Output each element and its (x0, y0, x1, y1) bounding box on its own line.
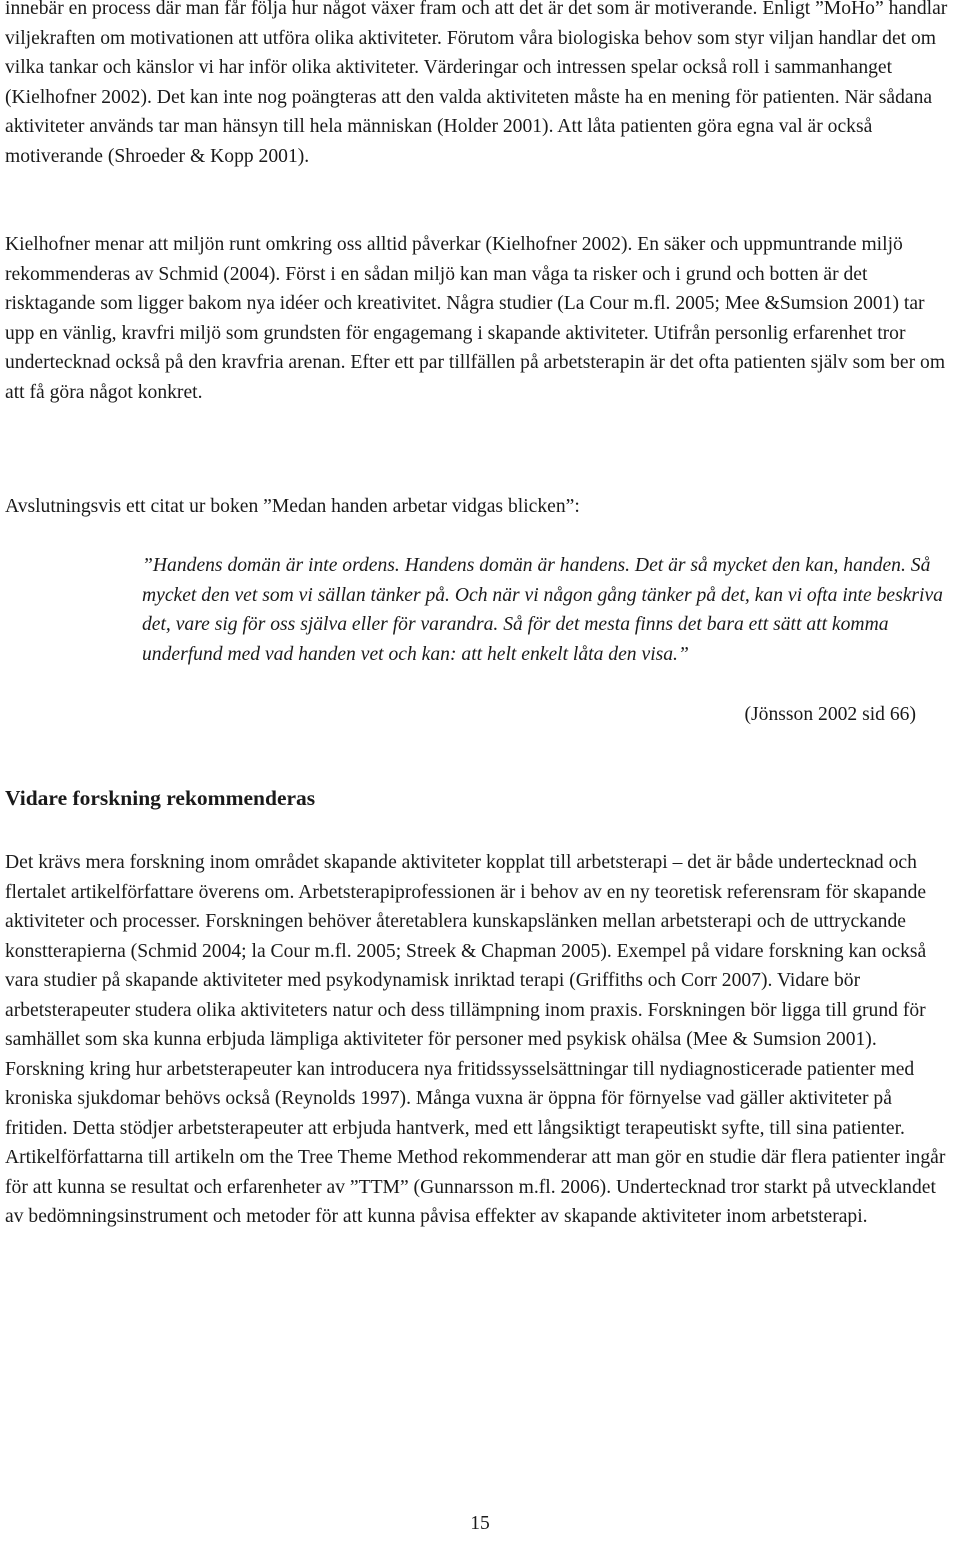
section-heading: Vidare forskning rekommenderas (5, 786, 316, 810)
block-quote: ”Handens domän är inte ordens. Handens domän är handens. Det är så mycket den kan, handen. Så mycket den vet som vi sällan tänker på. Och när vi någon gång tänker på det, kan vi ofta inte beskriva det, vare sig för oss själva eller för varandra. Så för det mesta finns det bara ett sätt att komma underfund med vad handen vet och kan: att helt enkelt låta den visa.” (142, 555, 943, 665)
page-number: 15 (470, 1513, 490, 1534)
paragraph-environment: Kielhofner menar att miljön runt omkring oss alltid påverkar (Kielhofner 2002). En säker och uppmuntrande miljö rekommenderas av Schmid (2004). Först i en sådan miljö kan man våga ta risker och i grund och botten är det risktagande som ligger bakom nya idéer och kreativitet. Några studier (La Cour m.fl. 2005; Mee &Sumsion 2001) tar upp en vänlig, kravfri miljö som grundsten för engagemang i skapande aktiviteter. Utifrån personlig erfarenhet tror undertecknad också på den kravfria arenan. Efter ett par tillfällen på arbetsterapin är det ofta patienten själv som ber om att få göra något konkret. (5, 234, 946, 403)
quote-citation: (Jönsson 2002 sid 66) (744, 704, 916, 725)
paragraph-moho: innebär en process där man får följa hur något växer fram och att det är det som är motiverande. Enligt ”MoHo” handlar viljekraften om motivationen att utföra olika aktiviteter. Förutom våra biologiska behov som styr viljan handlar det om vilka tankar och känslor vi har inför olika aktiviteter. Värderingar och intressen spelar också roll i sammanhanget (Kielhofner 2002). Det kan inte nog poängteras att den valda aktiviteten måste ha en mening för patienten. När sådana aktiviteter används tar man hänsyn till hela människan (Holder 2001). Att låta patienten göra egna val är också motiverande (Shroeder & Kopp 2001). (5, 0, 948, 167)
paragraph-further-research: Det krävs mera forskning inom området skapande aktiviteter kopplat till arbetsterapi – det är både undertecknad och flertalet artikelförfattare överens om. Arbetsterapiprofessionen är i behov av en ny teoretisk referensram för skapande aktiviteter och processer. Forskningen behöver återetablera kunskapslänken mellan arbetsterapi och de uttryckande konstterapierna (Schmid 2004; la Cour m.fl. 2005; Streek & Chapman 2005). Exempel på vidare forskning kan också vara studier på skapande aktiviteter med psykodynamisk inriktad terapi (Griffiths och Corr 2007). Vidare bör arbetsterapeuter studera olika aktiviteters natur och dess tillämpning inom praxis. Forskningen bör ligga till grund för samhället som ska kunna erbjuda lämpliga aktiviteter för personer med psykisk ohälsa (Mee & Sumsion 2001). Forskning kring hur arbetsterapeuter kan introducera nya fritidssysselsättningar till nydiagnosticerade patienter med kroniska sjukdomar behövs också (Reynolds 1997). Många vuxna är öppna för förnyelse vad gäller aktiviteter på fritiden. Detta stödjer arbetsterapeuter att erbjuda hantverk, med ett långsiktigt terapeutiskt syfte, till sina patienter. Artikelförfattarna till artikeln om the Tree Theme Method rekommenderar att man gör en studie där flera patienter ingår för att kunna se resultat och erfarenheter av ”TTM” (Gunnarsson m.fl. 2006). Undertecknad tror starkt på utvecklandet av bedömningsinstrument och metoder för att kunna påvisa effekter av skapande aktiviteter inom arbetsterapi. (5, 852, 946, 1227)
paragraph-quote-intro: Avslutningsvis ett citat ur boken ”Medan handen arbetar vidgas blicken”: (5, 496, 580, 517)
